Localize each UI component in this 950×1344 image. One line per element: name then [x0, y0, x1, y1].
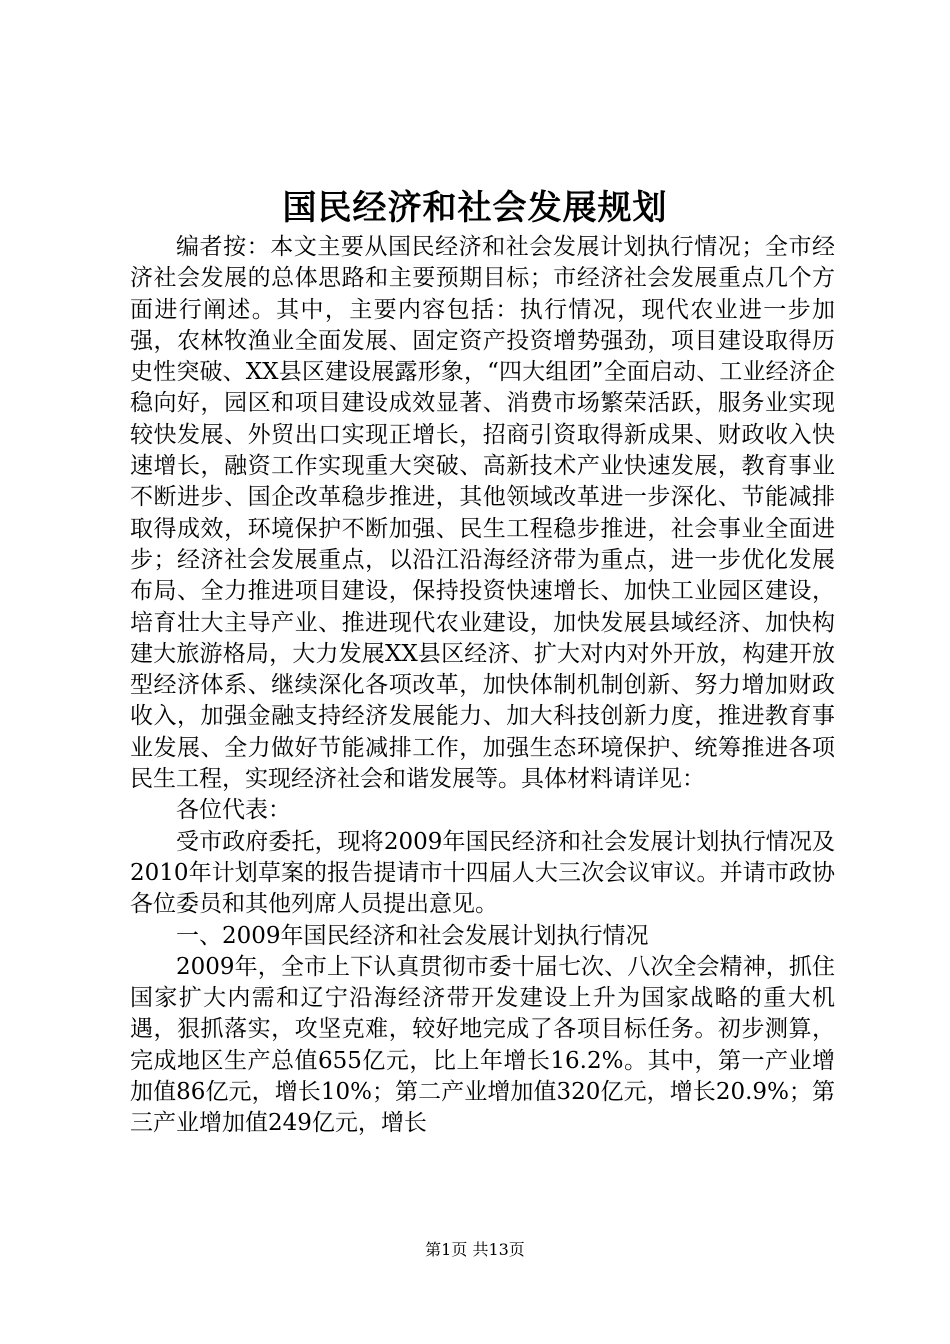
- salutation-paragraph: 各位代表：: [176, 797, 291, 824]
- section-heading: 一、2009年国民经济和社会发展计划执行情况: [176, 922, 649, 949]
- document-body: [130, 232, 835, 1140]
- editor-note-paragraph: 编者按：本文主要从国民经济和社会发展计划执行情况；全市经济社会发展的总体思路和主要预期目标；市经济社会发展重点几个方面进行阐述。其中，主要内容包括：执行情况，现代农业进一步加强，农林牧渔业全面发展、固定资产投资增势强劲，项目建设取得历史性突破、XX县区建设展露形象，“四大组团”全面启动、工业经济企稳向好，园区和项目建设成效显著、消费市场繁荣活跃，服务业实现较快发展、外贸出口实现正增长，招商引资取得新成果、财政收入快速增长，融资工作实现重大突破、高新技术产业快速发展，教育事业不断进步、国企改革稳步推进，其他领域改革进一步深化、节能减排取得成效，环境保护不断加强、民生工程稳步推进，社会事业全面进步；经济社会发展重点，以沿江沿海经济带为重点，进一步优化发展布局、全力推进项目建设，保持投资快速增长、加快工业园区建设，培育壮大主导产业、推进现代农业建设，加快发展县域经济、加快构建大旅游格局，大力发展XX县区经济、扩大对内对外开放，构建开放型经济体系、继续深化各项改革，加快体制机制创新、努力增加财政收入，加强金融支持经济发展能力、加大科技创新力度，推进教育事业发展、全力做好节能减排工作，加强生态环境保护、统筹推进各项民生工程，实现经济社会和谐发展等。具体材料请详见：: [130, 234, 835, 793]
- section-paragraph: 2009年，全市上下认真贯彻市委十届七次、八次全会精神，抓住国家扩大内需和辽宁沿海经济带开发建设上升为国家战略的重大机遇，狠抓落实，攻坚克难，较好地完成了各项目标任务。初步测算，完成地区生产总值655亿元，比上年增长16.2%。其中，第一产业增加值86亿元，增长10%；第二产业增加值320亿元，增长20.9%；第三产业增加值249亿元，增长: [130, 953, 835, 1137]
- intro-paragraph: 受市政府委托，现将2009年国民经济和社会发展计划执行情况及2010年计划草案的报告提请市十四届人大三次会议审议。并请市政协各位委员和其他列席人员提出意见。: [130, 828, 835, 918]
- page-number-footer: 第1页 共13页: [425, 1240, 525, 1259]
- document-title: 国民经济和社会发展规划: [282, 188, 668, 228]
